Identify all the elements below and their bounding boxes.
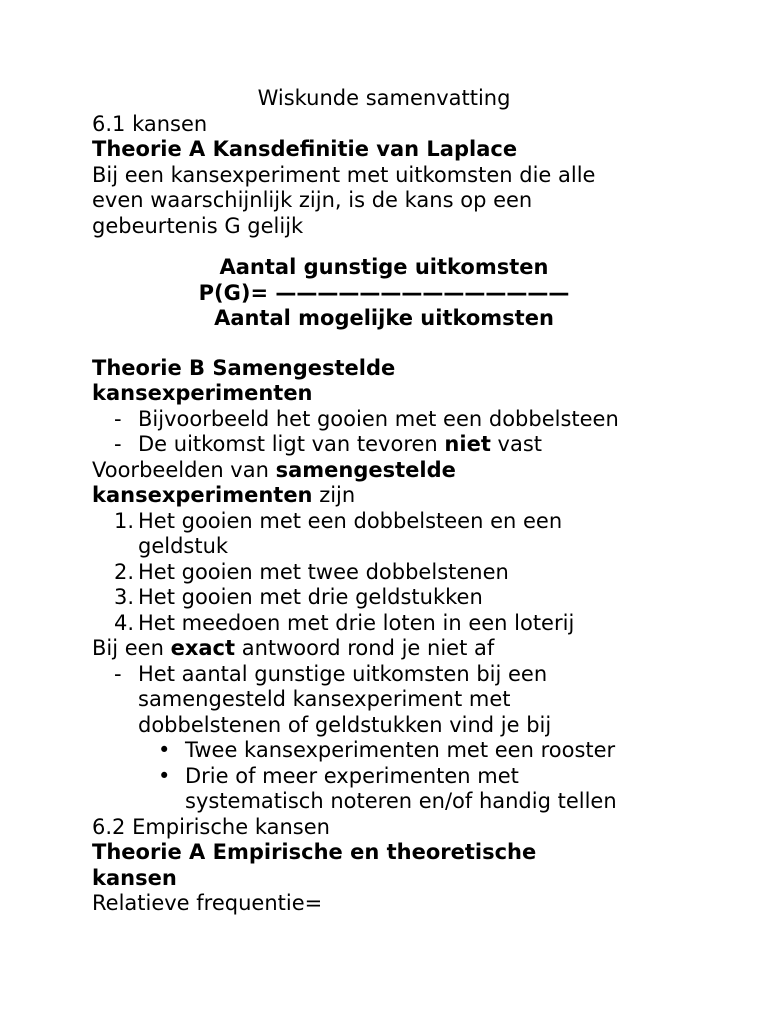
- examples-intro: zijn: [312, 483, 356, 507]
- document-page: [92, 86, 692, 917]
- exact-line: Bij een: [92, 636, 171, 660]
- theory-a2-heading: Theorie A Empirische en theoretische: [92, 840, 537, 864]
- list-item-text: vast: [490, 432, 543, 456]
- bullet-item: [92, 764, 692, 815]
- exact-emphasis: exact: [170, 636, 236, 660]
- list-item-text: De uitkomst ligt van tevoren: [138, 432, 445, 456]
- section-heading-6-1: 6.1 kansen: [92, 111, 208, 136]
- bullet-item-text: Twee kansexperimenten met een rooster: [185, 738, 616, 762]
- bullet-item: [92, 738, 692, 764]
- numbered-item-text: Het meedoen met drie loten in een loterij: [138, 610, 575, 635]
- list-item-text: Het aantal gunstige uitkomsten bij een: [138, 661, 548, 686]
- list-item-text: dobbelstenen of geldstukken vind je bij: [138, 712, 552, 737]
- examples-intro: Voorbeelden van: [92, 457, 276, 482]
- numbered-item-text: Het gooien met twee dobbelstenen: [138, 559, 509, 584]
- numbered-item: [92, 585, 692, 611]
- list-item-emphasis: niet: [444, 432, 491, 456]
- section-heading-6-2: 6.2 Empirische kansen: [92, 814, 330, 839]
- list-item: [92, 407, 692, 433]
- theory-a-text-line: Bij een kansexperiment met uitkomsten die alle: [92, 162, 596, 187]
- number-marker: 4.: [114, 610, 135, 635]
- formula-bar: ——————————————: [275, 280, 570, 305]
- theory-a-heading: Theorie A Kansdefinitie van Laplace: [92, 137, 518, 161]
- numbered-item-text: Het gooien met een dobbelsteen en een: [138, 508, 563, 533]
- bullet-marker: •: [158, 738, 171, 762]
- number-marker: 3.: [114, 585, 135, 609]
- numbered-item: [92, 611, 692, 637]
- theory-a-text-line: even waarschijnlijk zijn, is de kans op een: [92, 188, 533, 212]
- theory-b-heading: Theorie B Samengestelde: [92, 355, 396, 380]
- dash-marker: -: [114, 661, 122, 686]
- theory-a2-heading: kansen: [92, 865, 177, 890]
- formula-fraction-line: [92, 281, 676, 307]
- bullet-item-text: Drie of meer experimenten met: [185, 763, 519, 788]
- numbered-item-text: geldstuk: [138, 534, 229, 558]
- list-item-text: samengesteld kansexperiment met: [138, 687, 511, 711]
- formula-denominator: Aantal mogelijke uitkomsten: [214, 306, 554, 330]
- list-item: [92, 662, 692, 739]
- laplace-formula: [92, 255, 692, 332]
- document-title: Wiskunde samenvatting: [257, 86, 511, 110]
- numbered-item: [92, 560, 692, 586]
- numbered-item-text: Het gooien met drie geldstukken: [138, 585, 483, 609]
- theory-a-text-line: gebeurtenis G gelijk: [92, 213, 304, 238]
- list-item-text: Bijvoorbeeld het gooien met een dobbelsteen: [138, 406, 619, 431]
- dash-marker: -: [114, 406, 122, 431]
- number-marker: 1.: [114, 508, 135, 533]
- examples-intro-emphasis: samengestelde: [275, 457, 456, 482]
- exact-line: antwoord rond je niet af: [235, 636, 495, 660]
- numbered-item: [92, 509, 692, 560]
- formula-numerator: Aantal gunstige uitkomsten: [219, 255, 549, 279]
- bullet-marker: •: [158, 763, 171, 788]
- formula-lhs: P(G)=: [198, 280, 276, 305]
- list-item: [92, 432, 692, 458]
- bullet-item-text: systematisch noteren en/of handig tellen: [185, 789, 617, 813]
- examples-intro-emphasis: kansexperimenten: [92, 483, 313, 507]
- dash-marker: -: [114, 432, 122, 456]
- number-marker: 2.: [114, 559, 135, 584]
- theory-b-heading: kansexperimenten: [92, 381, 313, 405]
- relative-frequency-line: Relatieve frequentie=: [92, 891, 323, 915]
